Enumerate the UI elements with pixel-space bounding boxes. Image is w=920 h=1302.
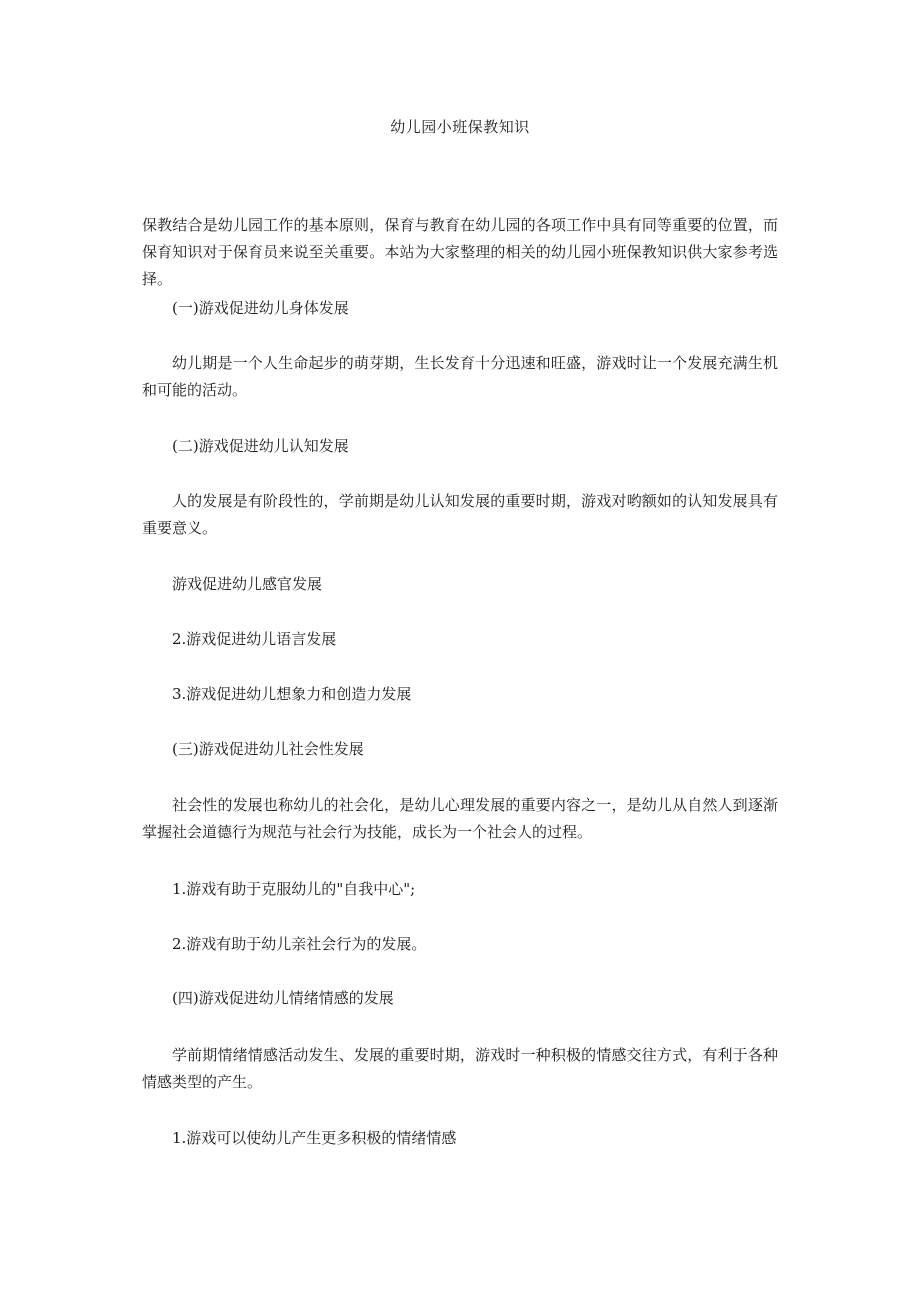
section-3-item-prosocial: 2.游戏有助于幼儿亲社会行为的发展。 (172, 935, 427, 953)
section-2-heading: (二)游戏促进幼儿认知发展 (172, 437, 349, 455)
section-4-item-positive-emotions: 1.游戏可以使幼儿产生更多积极的情绪情感 (172, 1129, 457, 1147)
section-2-body: 人的发展是有阶段性的，学前期是幼儿认知发展的重要时期，游戏对哟额如的认知发展具有重要意义。 (142, 492, 778, 537)
section-3-heading: (三)游戏促进幼儿社会性发展 (172, 740, 364, 758)
section-1-heading: (一)游戏促进幼儿身体发展 (172, 299, 349, 317)
section-4-body: 学前期情绪情感活动发生、发展的重要时期，游戏时一种积极的情感交往方式，有利于各种情感类型的产生。 (142, 1046, 778, 1091)
section-2-item-sensory: 游戏促进幼儿感官发展 (172, 575, 323, 593)
section-3-body: 社会性的发展也称幼儿的社会化，是幼儿心理发展的重要内容之一，是幼儿从自然人到逐渐掌握社会道德行为规范与社会行为技能，成长为一个社会人的过程。 (142, 796, 778, 841)
section-1-body: 幼儿期是一个人生命起步的萌芽期，生长发育十分迅速和旺盛，游戏时让一个发展充满生机和可能的活动。 (142, 354, 778, 399)
intro-paragraph: 保教结合是幼儿园工作的基本原则，保育与教育在幼儿园的各项工作中具有同等重要的位置，而保育知识对于保育员来说至关重要。本站为大家整理的相关的幼儿园小班保教知识供大家参考选择。 (142, 216, 778, 288)
document-title: 幼儿园小班保教知识 (390, 118, 530, 136)
section-4-heading: (四)游戏促进幼儿情绪情感的发展 (172, 989, 394, 1007)
section-2-item-imagination: 3.游戏促进幼儿想象力和创造力发展 (172, 685, 412, 703)
section-3-item-egocentric: 1.游戏有助于克服幼儿的"自我中心"; (172, 880, 416, 898)
section-2-item-language: 2.游戏促进幼儿语言发展 (172, 630, 337, 648)
